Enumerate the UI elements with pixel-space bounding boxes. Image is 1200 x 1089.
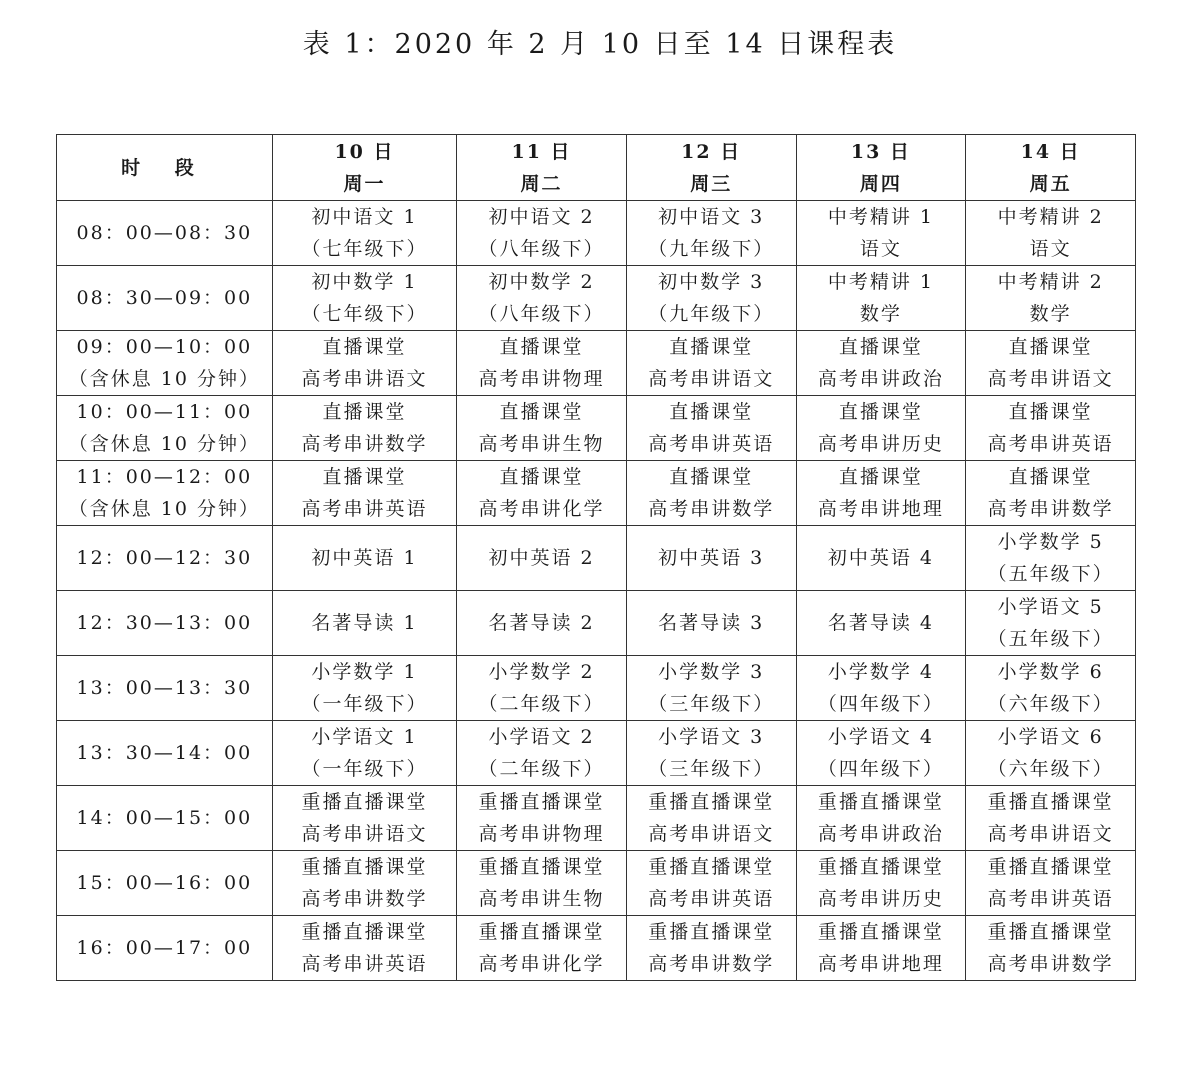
day-weekday: 周三 — [690, 172, 733, 195]
course-detail: 高考串讲语文 — [301, 823, 428, 845]
course-cell — [626, 916, 796, 981]
course-detail: 高考串讲英语 — [648, 888, 775, 910]
course-detail: 高考串讲数学 — [301, 433, 428, 455]
course-cell — [272, 786, 456, 851]
header-row — [57, 135, 1136, 201]
course-detail: （一年级下） — [301, 758, 428, 780]
time-slot-cell — [57, 721, 273, 786]
table-row — [57, 786, 1136, 851]
course-name: 中考精讲 1 — [827, 206, 934, 228]
course-name: 重播直播课堂 — [648, 856, 775, 878]
course-name: 重播直播课堂 — [987, 791, 1114, 813]
day-date: 14 日 — [1020, 140, 1081, 163]
time-slot-text: 10：00—11：00 — [76, 401, 253, 423]
day-weekday: 周四 — [859, 172, 902, 195]
course-name: 初中英语 1 — [311, 547, 418, 569]
course-detail: （四年级下） — [817, 693, 944, 715]
table-row — [57, 656, 1136, 721]
course-name: 重播直播课堂 — [478, 791, 605, 813]
time-slot-text: 14：00—15：00 — [76, 807, 253, 829]
course-cell — [796, 526, 966, 591]
course-detail: 高考串讲物理 — [478, 368, 605, 390]
day-header — [626, 135, 796, 201]
course-detail: 高考串讲政治 — [817, 368, 944, 390]
course-cell — [457, 786, 627, 851]
course-name: 小学语文 6 — [997, 726, 1104, 748]
course-detail: 高考串讲生物 — [478, 433, 605, 455]
time-slot-text: 12：00—12：30 — [76, 547, 253, 569]
course-name: 直播课堂 — [322, 336, 407, 358]
course-name: 初中语文 2 — [488, 206, 595, 228]
course-name: 初中语文 1 — [311, 206, 418, 228]
course-detail: 高考串讲政治 — [817, 823, 944, 845]
course-detail: （三年级下） — [648, 758, 775, 780]
course-name: 名著导读 1 — [311, 612, 418, 634]
course-cell — [796, 201, 966, 266]
course-name: 直播课堂 — [838, 401, 923, 423]
course-cell — [272, 201, 456, 266]
time-slot-text: 15：00—16：00 — [76, 872, 253, 894]
course-cell — [966, 916, 1136, 981]
course-name: 直播课堂 — [838, 336, 923, 358]
course-cell — [457, 331, 627, 396]
course-cell — [626, 786, 796, 851]
time-slot-cell — [57, 331, 273, 396]
time-slot-cell — [57, 201, 273, 266]
course-name: 初中数学 3 — [658, 271, 765, 293]
course-name: 重播直播课堂 — [301, 856, 428, 878]
course-name: 重播直播课堂 — [478, 921, 605, 943]
time-slot-cell — [57, 461, 273, 526]
course-name: 重播直播课堂 — [648, 921, 775, 943]
course-cell — [272, 396, 456, 461]
course-cell — [272, 851, 456, 916]
course-name: 小学数学 6 — [997, 661, 1104, 683]
course-name: 中考精讲 2 — [997, 271, 1104, 293]
course-cell — [626, 851, 796, 916]
course-name: 直播课堂 — [499, 401, 584, 423]
course-detail: 高考串讲数学 — [648, 498, 775, 520]
day-header — [796, 135, 966, 201]
course-detail: 高考串讲历史 — [817, 888, 944, 910]
course-detail: 高考串讲化学 — [478, 498, 605, 520]
course-name: 重播直播课堂 — [817, 791, 944, 813]
schedule-table-wrapper — [56, 134, 1136, 981]
course-detail: 语文 — [859, 238, 902, 260]
course-cell — [626, 461, 796, 526]
time-slot-text: 08：30—09：00 — [76, 287, 253, 309]
time-slot-text: （含休息 10 分钟） — [68, 433, 261, 455]
time-slot-text: 09：00—10：00 — [76, 336, 253, 358]
course-name: 名著导读 3 — [658, 612, 765, 634]
course-cell — [626, 656, 796, 721]
course-cell — [626, 396, 796, 461]
course-name: 重播直播课堂 — [987, 921, 1114, 943]
course-cell — [272, 461, 456, 526]
course-cell — [457, 266, 627, 331]
course-name: 名著导读 2 — [488, 612, 595, 634]
course-cell — [966, 266, 1136, 331]
course-cell — [457, 916, 627, 981]
course-detail: （六年级下） — [987, 693, 1114, 715]
course-cell — [626, 591, 796, 656]
course-detail: 高考串讲数学 — [987, 953, 1114, 975]
course-detail: 高考串讲语文 — [987, 368, 1114, 390]
course-detail: （六年级下） — [987, 758, 1114, 780]
course-detail: （八年级下） — [478, 238, 605, 260]
day-header — [272, 135, 456, 201]
time-slot-text: （含休息 10 分钟） — [68, 368, 261, 390]
course-cell — [457, 201, 627, 266]
course-cell — [966, 591, 1136, 656]
table-row — [57, 526, 1136, 591]
time-slot-cell — [57, 786, 273, 851]
course-name: 重播直播课堂 — [648, 791, 775, 813]
course-cell — [626, 201, 796, 266]
course-cell — [457, 721, 627, 786]
course-cell — [796, 461, 966, 526]
time-slot-cell — [57, 266, 273, 331]
day-header — [966, 135, 1136, 201]
page-title: 表 1：2020 年 2 月 10 日至 14 日课程表 — [302, 29, 898, 60]
table-row — [57, 591, 1136, 656]
day-date: 12 日 — [681, 140, 742, 163]
course-detail: 高考串讲数学 — [987, 498, 1114, 520]
course-detail: 高考串讲地理 — [817, 953, 944, 975]
course-cell — [796, 851, 966, 916]
course-cell — [966, 526, 1136, 591]
course-cell — [626, 526, 796, 591]
course-detail: 高考串讲历史 — [817, 433, 944, 455]
course-name: 小学数学 4 — [827, 661, 934, 683]
course-name: 直播课堂 — [499, 336, 584, 358]
course-name: 初中英语 4 — [827, 547, 934, 569]
course-detail: （七年级下） — [301, 303, 428, 325]
day-date: 11 日 — [511, 140, 572, 163]
course-detail: （三年级下） — [648, 693, 775, 715]
course-name: 小学语文 4 — [827, 726, 934, 748]
course-detail: （二年级下） — [478, 758, 605, 780]
course-cell — [966, 461, 1136, 526]
course-detail: 高考串讲地理 — [817, 498, 944, 520]
time-slot-cell — [57, 656, 273, 721]
time-slot-cell — [57, 851, 273, 916]
course-name: 直播课堂 — [669, 336, 754, 358]
time-slot-text: 08：00—08：30 — [76, 222, 253, 244]
course-detail: 高考串讲英语 — [987, 433, 1114, 455]
time-slot-cell — [57, 396, 273, 461]
course-cell — [272, 266, 456, 331]
time-slot-text: （含休息 10 分钟） — [68, 498, 261, 520]
course-name: 小学语文 2 — [488, 726, 595, 748]
course-detail: 高考串讲英语 — [648, 433, 775, 455]
day-weekday: 周一 — [343, 172, 386, 195]
course-detail: （二年级下） — [478, 693, 605, 715]
course-cell — [457, 396, 627, 461]
course-detail: （一年级下） — [301, 693, 428, 715]
course-name: 中考精讲 2 — [997, 206, 1104, 228]
course-name: 小学数学 3 — [658, 661, 765, 683]
course-name: 重播直播课堂 — [817, 856, 944, 878]
course-name: 初中英语 2 — [488, 547, 595, 569]
course-name: 小学数学 5 — [997, 531, 1104, 553]
course-detail: 数学 — [859, 303, 902, 325]
course-name: 直播课堂 — [669, 466, 754, 488]
time-slot-text: 13：30—14：00 — [76, 742, 253, 764]
course-detail: 语文 — [1029, 238, 1072, 260]
schedule-body — [57, 201, 1136, 981]
course-cell — [966, 331, 1136, 396]
course-cell — [272, 331, 456, 396]
day-header — [457, 135, 627, 201]
course-name: 小学数学 2 — [488, 661, 595, 683]
course-detail: 高考串讲物理 — [478, 823, 605, 845]
day-date: 13 日 — [850, 140, 911, 163]
course-cell — [272, 656, 456, 721]
course-detail: 高考串讲语文 — [648, 823, 775, 845]
course-cell — [272, 526, 456, 591]
course-name: 直播课堂 — [1008, 466, 1093, 488]
course-cell — [272, 591, 456, 656]
course-name: 重播直播课堂 — [301, 921, 428, 943]
time-slot-cell — [57, 526, 273, 591]
course-detail: 高考串讲英语 — [301, 953, 428, 975]
time-slot-text: 13：00—13：30 — [76, 677, 253, 699]
table-row — [57, 396, 1136, 461]
course-detail: 高考串讲语文 — [987, 823, 1114, 845]
day-weekday: 周五 — [1029, 172, 1072, 195]
course-cell — [796, 786, 966, 851]
course-detail: 高考串讲语文 — [301, 368, 428, 390]
course-cell — [796, 656, 966, 721]
course-detail: 高考串讲化学 — [478, 953, 605, 975]
course-cell — [457, 526, 627, 591]
course-name: 直播课堂 — [838, 466, 923, 488]
day-date: 10 日 — [334, 140, 395, 163]
course-cell — [796, 396, 966, 461]
course-name: 中考精讲 1 — [827, 271, 934, 293]
course-cell — [457, 851, 627, 916]
course-detail: （五年级下） — [987, 628, 1114, 650]
course-cell — [796, 591, 966, 656]
course-detail: 高考串讲英语 — [301, 498, 428, 520]
course-name: 重播直播课堂 — [301, 791, 428, 813]
table-row — [57, 916, 1136, 981]
schedule-table — [56, 134, 1136, 981]
course-name: 初中英语 3 — [658, 547, 765, 569]
course-cell — [796, 916, 966, 981]
course-detail: （四年级下） — [817, 758, 944, 780]
course-name: 初中数学 2 — [488, 271, 595, 293]
course-detail: （九年级下） — [648, 303, 775, 325]
table-row — [57, 331, 1136, 396]
course-cell — [796, 721, 966, 786]
course-detail: 高考串讲生物 — [478, 888, 605, 910]
course-name: 重播直播课堂 — [987, 856, 1114, 878]
time-slot-text: 11：00—12：00 — [76, 466, 253, 488]
course-cell — [796, 331, 966, 396]
course-cell — [272, 916, 456, 981]
course-cell — [966, 396, 1136, 461]
course-name: 初中语文 3 — [658, 206, 765, 228]
course-name: 直播课堂 — [322, 401, 407, 423]
table-row — [57, 266, 1136, 331]
table-row — [57, 461, 1136, 526]
course-name: 小学语文 5 — [997, 596, 1104, 618]
course-cell — [796, 266, 966, 331]
course-cell — [457, 591, 627, 656]
day-weekday: 周二 — [520, 172, 563, 195]
course-detail: （八年级下） — [478, 303, 605, 325]
course-detail: 高考串讲英语 — [987, 888, 1114, 910]
course-detail: 高考串讲数学 — [301, 888, 428, 910]
course-cell — [272, 721, 456, 786]
course-name: 直播课堂 — [669, 401, 754, 423]
course-name: 小学语文 1 — [311, 726, 418, 748]
course-cell — [966, 721, 1136, 786]
course-name: 直播课堂 — [499, 466, 584, 488]
course-name: 重播直播课堂 — [478, 856, 605, 878]
course-name: 小学数学 1 — [311, 661, 418, 683]
time-slot-text: 12：30—13：00 — [76, 612, 253, 634]
course-cell — [626, 721, 796, 786]
course-name: 直播课堂 — [1008, 401, 1093, 423]
time-slot-cell — [57, 916, 273, 981]
course-cell — [457, 461, 627, 526]
course-detail: （九年级下） — [648, 238, 775, 260]
table-row — [57, 851, 1136, 916]
time-slot-text: 16：00—17：00 — [76, 937, 253, 959]
course-cell — [966, 656, 1136, 721]
course-detail: （七年级下） — [301, 238, 428, 260]
course-name: 直播课堂 — [1008, 336, 1093, 358]
course-name: 初中数学 1 — [311, 271, 418, 293]
table-row — [57, 201, 1136, 266]
course-detail: 高考串讲数学 — [648, 953, 775, 975]
course-name: 名著导读 4 — [827, 612, 934, 634]
course-cell — [626, 331, 796, 396]
course-cell — [966, 786, 1136, 851]
table-row — [57, 721, 1136, 786]
course-detail: 数学 — [1029, 303, 1072, 325]
course-name: 重播直播课堂 — [817, 921, 944, 943]
course-cell — [966, 851, 1136, 916]
course-name: 小学语文 3 — [658, 726, 765, 748]
course-name: 直播课堂 — [322, 466, 407, 488]
time-slot-cell — [57, 591, 273, 656]
course-cell — [457, 656, 627, 721]
course-detail: 高考串讲语文 — [648, 368, 775, 390]
time-column-header: 时 段 — [57, 135, 273, 201]
course-cell — [966, 201, 1136, 266]
course-cell — [626, 266, 796, 331]
course-detail: （五年级下） — [987, 563, 1114, 585]
